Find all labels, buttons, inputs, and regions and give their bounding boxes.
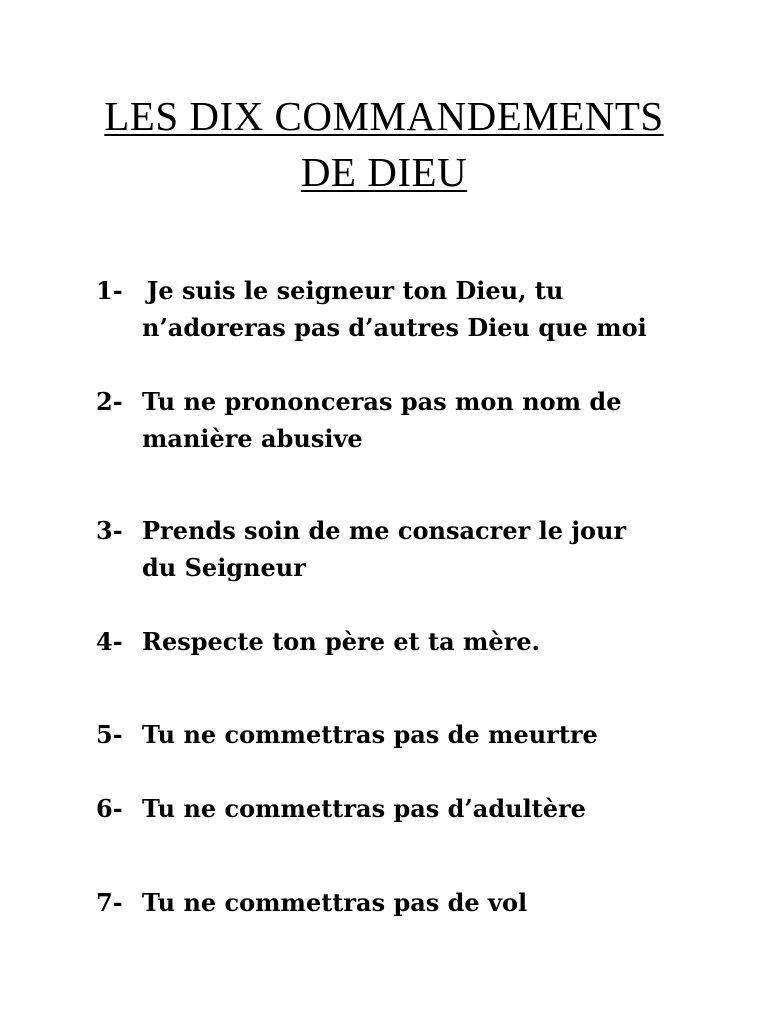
commandment-number: 3- <box>96 516 123 545</box>
commandment-text-line-1: Prends soin de me consacrer le jour <box>142 516 627 545</box>
commandment-number: 6- <box>96 794 123 823</box>
commandment-item-2 <box>96 383 736 457</box>
commandment-text-line-1: Tu ne prononceras pas mon nom de <box>142 387 622 416</box>
commandment-number: 7- <box>96 888 123 917</box>
commandment-number: 5- <box>96 720 123 749</box>
commandment-text-line-1: Tu ne commettras pas de meurtre <box>142 720 598 749</box>
commandment-text-line-2: manière abusive <box>142 424 363 453</box>
commandment-number: 1- <box>96 276 123 305</box>
commandment-number: 4- <box>96 627 123 656</box>
commandment-text-line-1: Tu ne commettras pas de vol <box>142 888 528 917</box>
commandment-text-line-2: du Seigneur <box>142 553 306 582</box>
commandment-item-6 <box>96 790 736 827</box>
commandment-item-4 <box>96 623 736 660</box>
commandment-item-1 <box>96 272 736 346</box>
commandment-item-5 <box>96 716 736 753</box>
commandment-text-line-2: n’adoreras pas d’autres Dieu que moi <box>142 313 647 342</box>
commandment-text-line-1: Je suis le seigneur ton Dieu, tu <box>147 276 564 305</box>
document-title <box>0 88 768 200</box>
commandment-text-line-1: Tu ne commettras pas d’adultère <box>142 794 586 823</box>
commandment-number: 2- <box>96 387 123 416</box>
title-line-1: LES DIX COMMANDEMENTS <box>104 93 664 139</box>
commandment-item-3 <box>96 512 736 586</box>
commandment-text-line-1: Respecte ton père et ta mère. <box>142 627 540 656</box>
title-line-2: DE DIEU <box>300 149 468 195</box>
commandment-item-7 <box>96 884 736 921</box>
